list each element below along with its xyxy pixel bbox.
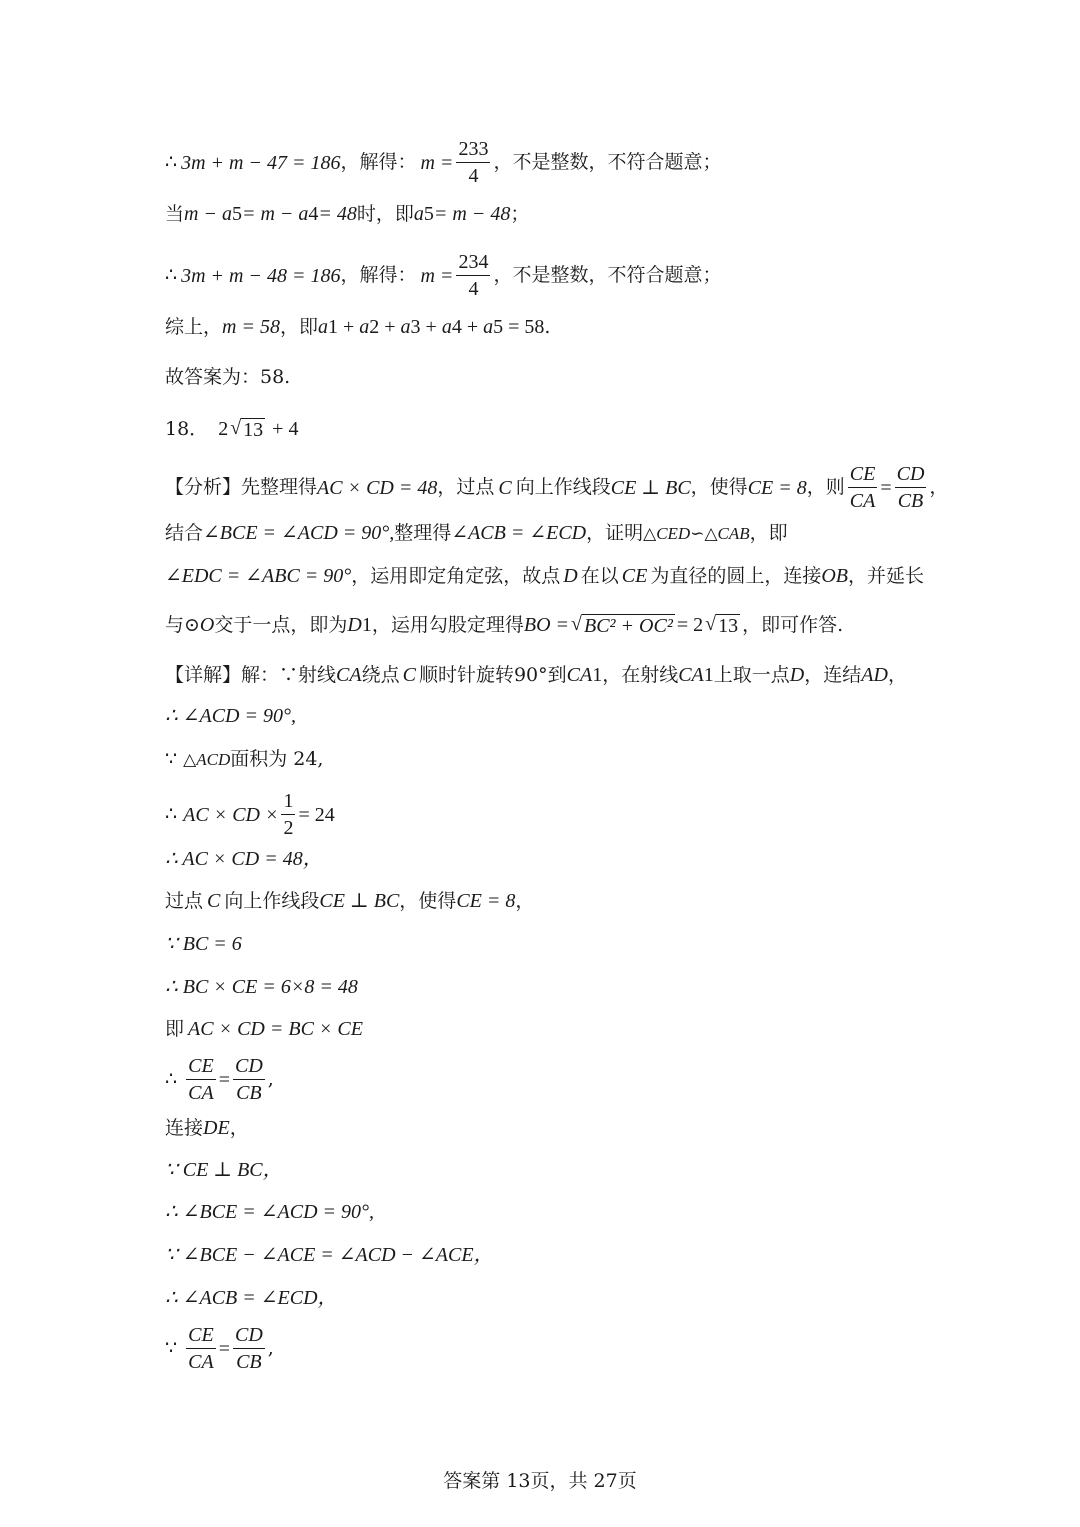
detail-line-14: ∵ ∠BCE − ∠ACE = ∠ACD − ∠ACE， [165, 1244, 494, 1266]
equals-sign: = [218, 1068, 230, 1091]
subscript: 2 [369, 316, 380, 338]
plus: + [420, 316, 442, 338]
equation: 3m + m − 47 = 186 [181, 151, 341, 174]
text: 结合 [165, 521, 204, 544]
fraction [456, 138, 490, 187]
text: ，过点 [437, 476, 495, 498]
text: ，即 [279, 315, 318, 338]
radicand: BC² + OC² [584, 615, 673, 637]
equation-part: AC × CD = BC × CE [188, 1018, 363, 1040]
equation-part: = 58 [503, 316, 545, 338]
detail-line-6 [165, 891, 534, 911]
fraction-denominator: CA [188, 1351, 214, 1373]
fraction [233, 1055, 265, 1104]
segment-ob: OB [821, 565, 849, 587]
detail-line-13: ∴ ∠BCE = ∠ACD = 90°, [165, 1201, 375, 1223]
analysis-line-2 [165, 523, 788, 543]
text: ，使得 [399, 889, 457, 912]
point-c: C [402, 664, 416, 686]
text: , [267, 1068, 274, 1090]
equation-part: ∠ACB = ∠ECD [451, 522, 587, 544]
text: ，并延长 [848, 564, 925, 587]
equation-part: CE = 8 [747, 476, 807, 499]
text: 向上作线段 [515, 476, 611, 498]
point-o: O [199, 614, 215, 636]
text: ，即 [749, 521, 788, 544]
text: 连接 [165, 1116, 204, 1139]
subscript: 4 [308, 203, 319, 225]
plus: + [379, 316, 401, 338]
text: 与⊙ [165, 613, 200, 636]
ray-ca1: CA [678, 664, 704, 686]
analysis-line-1 [165, 463, 948, 512]
detail-line-7: ∵ BC = 6 [165, 933, 242, 955]
text: ， [929, 476, 949, 498]
detail-line-2: ∴ ∠ACD = 90°, [165, 705, 296, 727]
detail-line-10 [165, 1055, 274, 1104]
analysis-line-3 [165, 566, 924, 586]
text: ； [510, 202, 530, 225]
detail-line-1 [165, 665, 907, 685]
triangle-acd: △ACD [183, 750, 231, 769]
text: ，不是整数，不符合题意； [493, 264, 722, 286]
equation-part: ∠EDC = ∠ABC = 90° [165, 565, 352, 587]
subscript: 5 [231, 203, 242, 225]
subscript: 5 [423, 203, 434, 225]
equation-part: CE ⊥ BC [610, 476, 691, 499]
text: 时，即 [356, 202, 414, 225]
text: 先整理得 [241, 476, 318, 498]
variable-m: m = [420, 264, 454, 287]
text: ，运用即定角定弦，故点 [351, 564, 561, 587]
subscript: 1 [703, 664, 714, 686]
therefore-symbol: ∴ [165, 264, 178, 286]
text: 当 [165, 202, 185, 225]
page-footer: 答案第 13页，共 27页 [443, 1470, 637, 1492]
term-a: a [359, 316, 370, 338]
text: ， [229, 1116, 249, 1139]
sqrt-expression [571, 614, 675, 636]
sqrt-icon: √ [705, 613, 717, 635]
fraction [186, 1324, 216, 1373]
segment-de: DE [203, 1117, 230, 1139]
fraction [456, 251, 490, 300]
therefore-symbol: ∴ [165, 1068, 184, 1090]
equation-part: = 24 [298, 803, 335, 826]
solution-line-4 [165, 317, 550, 337]
question-number: 18． [165, 417, 209, 440]
equation-part: a [413, 203, 424, 225]
equation-part: CE = 8 [456, 890, 516, 912]
text: 即 [165, 1017, 185, 1040]
radicand: 13 [243, 419, 264, 441]
text: 绕点 [361, 663, 400, 686]
fraction-denominator: CA [849, 490, 876, 512]
text: ，解得： [340, 151, 417, 173]
fraction-denominator: 4 [468, 278, 479, 300]
text: ，使得 [690, 476, 748, 498]
detail-line-4 [165, 790, 335, 839]
solution-line-1 [165, 138, 721, 187]
analysis-tag: 【分析】 [165, 476, 242, 498]
analysis-line-4 [165, 614, 843, 636]
coefficient: 2 [218, 418, 229, 440]
equation-part: + 4 [267, 418, 299, 440]
text: 交于一点，即为 [214, 613, 348, 636]
text: 整理得 [394, 521, 452, 544]
therefore-symbol: ∴ [165, 151, 178, 173]
fraction-numerator: 233 [456, 138, 490, 163]
because-symbol: ∵ [165, 1337, 184, 1359]
segment-ce: CE [621, 565, 648, 587]
subscript: 1 [327, 316, 338, 338]
variable-m: m = [420, 151, 454, 174]
text: ，则 [806, 476, 845, 498]
subscript: 3 [410, 316, 421, 338]
equation-part: CE ⊥ BC [319, 890, 400, 912]
sqrt-expression [705, 614, 740, 636]
text: 面积为 24, [230, 748, 324, 770]
fraction-denominator: 2 [283, 817, 294, 839]
subscript: 1 [361, 614, 372, 636]
text: , [267, 1337, 274, 1359]
detail-line-9 [165, 1019, 363, 1039]
point-c: C [498, 476, 512, 499]
text: ，在射线 [602, 663, 679, 686]
equals-sign: = [880, 476, 892, 499]
subscript: 5 [493, 316, 504, 338]
detail-line-5: ∴ AC × CD = 48， [165, 848, 323, 870]
fraction-denominator: CB [236, 1351, 262, 1373]
equation-part: = 2 [676, 614, 704, 636]
solution-line-5 [165, 368, 290, 387]
point-d: D [563, 565, 578, 587]
fraction-numerator: 1 [281, 790, 295, 815]
fraction [281, 790, 295, 839]
equals-sign: = [218, 1337, 230, 1360]
text: ，即可作答. [742, 613, 844, 636]
detail-line-16 [165, 1324, 274, 1373]
fraction-numerator: CD [233, 1055, 265, 1080]
fraction-numerator: CE [186, 1055, 216, 1080]
fraction-denominator: CB [236, 1082, 262, 1104]
text: 解：∵射线 [241, 663, 337, 686]
question-18-answer [165, 418, 298, 440]
subscript: 4 [451, 316, 462, 338]
fraction-numerator: 234 [456, 251, 490, 276]
equation-part: ∠BCE = ∠ACD = 90°, [203, 522, 395, 544]
sqrt-icon: √ [571, 613, 582, 635]
fraction [186, 1055, 216, 1104]
term-a: a [483, 316, 494, 338]
term-a: a [317, 316, 328, 338]
text: ， [515, 889, 535, 912]
equation: 3m + m − 48 = 186 [181, 264, 341, 287]
fraction-numerator: CD [895, 463, 927, 488]
solution-line-3 [165, 251, 721, 300]
point-d1: D [347, 614, 362, 636]
plus: + [337, 316, 360, 338]
detail-line-12: ∵ CE ⊥ BC， [165, 1159, 283, 1181]
term-a: a [400, 316, 411, 338]
detail-line-15: ∴ ∠ACB = ∠ECD， [165, 1287, 338, 1309]
segment-ad: AD [861, 664, 888, 686]
ray-ca: CA [336, 664, 362, 686]
ray-ca1: CA [566, 664, 593, 686]
text: 在以 [580, 564, 619, 587]
text: . [544, 315, 551, 338]
text: 为直径的圆上，连接 [650, 564, 822, 587]
fraction-denominator: CA [188, 1082, 214, 1104]
subscript: 1 [592, 664, 603, 686]
fraction-denominator: 4 [468, 165, 479, 187]
text: 过点 [165, 889, 204, 912]
fraction-numerator: CE [848, 463, 878, 488]
fraction-numerator: CE [186, 1324, 216, 1349]
equation-part: AC × CD = 48 [317, 476, 438, 499]
fraction [233, 1324, 265, 1373]
solution-line-2 [165, 204, 529, 224]
equation-part: = 48 [318, 203, 357, 225]
answer-text: 故答案为：58. [165, 366, 291, 388]
equation-part: = m − 48 [433, 203, 511, 225]
equation-part: = m − a [241, 203, 309, 225]
text: 综上， [165, 315, 223, 338]
detail-line-11 [165, 1118, 249, 1138]
detail-tag: 【详解】 [165, 663, 242, 686]
equation-part: AC × CD × [183, 803, 279, 826]
text: ，不是整数，不符合题意； [493, 151, 722, 173]
text: 上取一点 [713, 663, 790, 686]
fraction [895, 463, 927, 512]
fraction-denominator: CB [897, 490, 924, 512]
radicand: 13 [718, 615, 739, 637]
equation-part: BO = [523, 614, 570, 636]
sqrt-expression [230, 418, 265, 440]
text: ，运用勾股定理得 [371, 613, 524, 636]
point-c: C [207, 890, 221, 912]
plus: + [461, 316, 484, 338]
equation-part: △CED∽△CAB [643, 523, 750, 543]
term-a: a [441, 316, 452, 338]
text: ，解得： [340, 264, 417, 286]
equation-part: m − a [184, 203, 232, 225]
text: ，连结 [804, 663, 862, 686]
text: 顺时针旋转90°到 [418, 663, 567, 686]
text: ， [887, 663, 907, 686]
detail-line-8: ∴ BC × CE = 6×8 = 48 [165, 976, 358, 998]
sqrt-icon: √ [230, 417, 242, 439]
fraction [848, 463, 878, 512]
therefore-symbol: ∴ [165, 803, 184, 825]
equation-part: m = 58 [222, 316, 280, 338]
point-d: D [789, 664, 805, 686]
text: 向上作线段 [224, 889, 320, 912]
fraction-numerator: CD [233, 1324, 265, 1349]
text: ，证明 [586, 521, 644, 544]
detail-line-3 [165, 750, 323, 769]
because-symbol: ∵ [165, 748, 184, 770]
